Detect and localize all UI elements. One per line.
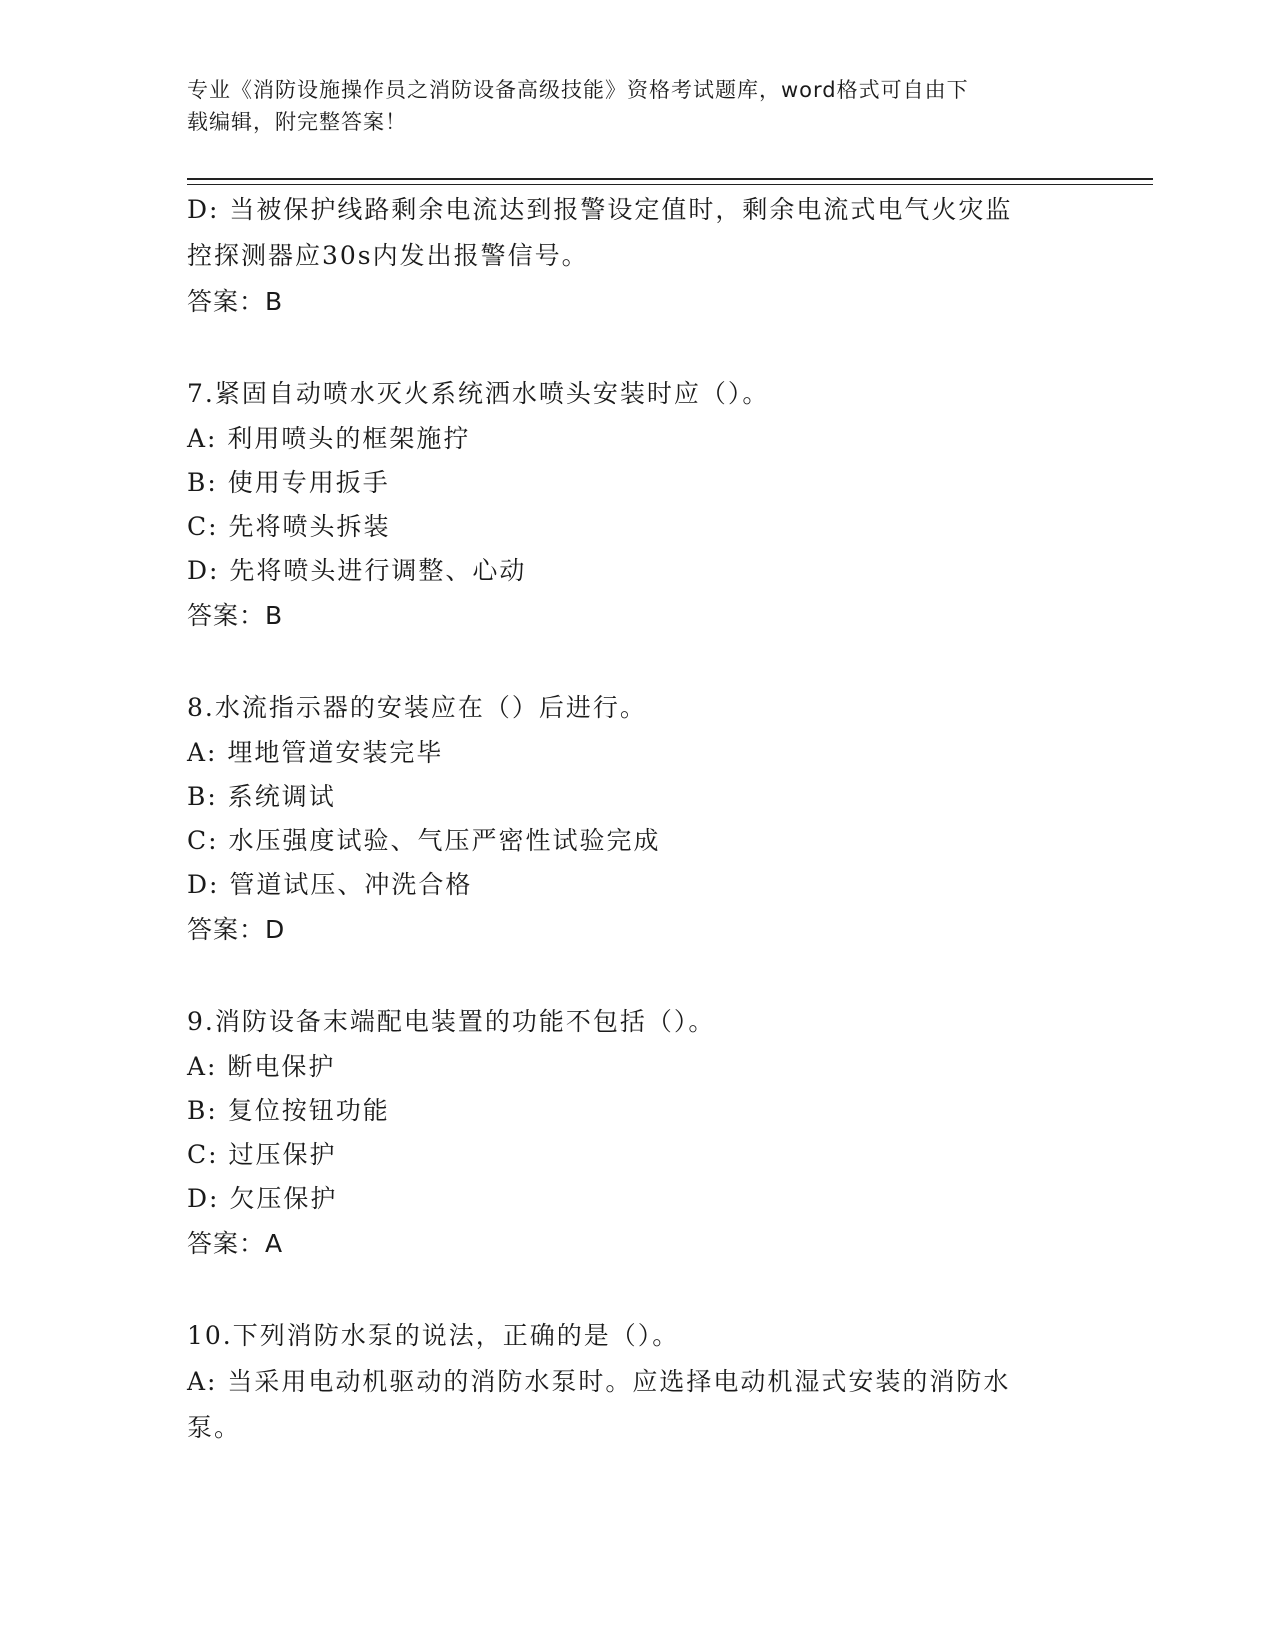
option-d: D: 先将喷头进行调整、心动 <box>187 556 527 585</box>
question-stem: 7.紧固自动喷水灭火系统洒水喷头安装时应（）。 <box>187 379 770 408</box>
option-a: A: 当采用电动机驱动的消防水泵时。应选择电动机湿式安装的消防水 <box>187 1367 1011 1396</box>
header-rule-top <box>187 178 1153 180</box>
spacer <box>187 1267 1087 1313</box>
question-9 <box>187 999 1087 1267</box>
question-8 <box>187 685 1087 953</box>
option-a-continued: 泵。 <box>187 1413 242 1442</box>
question-stem: 8.水流指示器的安装应在（）后进行。 <box>187 693 647 722</box>
document-header <box>187 74 1067 138</box>
option-b: B: 系统调试 <box>187 782 336 811</box>
question-10 <box>187 1313 1087 1451</box>
header-line-1: 专业《消防设施操作员之消防设备高级技能》资格考试题库，word格式可自由下 <box>187 78 969 102</box>
option-b: B: 使用专用扳手 <box>187 468 390 497</box>
question-content <box>187 187 1087 1451</box>
option-d: D: 管道试压、冲洗合格 <box>187 870 473 899</box>
answer: 答案：D <box>187 915 286 944</box>
question-7 <box>187 371 1087 639</box>
header-line-2: 载编辑，附完整答案！ <box>187 110 407 134</box>
option-c: C: 过压保护 <box>187 1140 337 1169</box>
answer: 答案：B <box>187 287 284 316</box>
option-b: B: 复位按钮功能 <box>187 1096 390 1125</box>
spacer <box>187 953 1087 999</box>
answer: 答案：B <box>187 601 284 630</box>
spacer <box>187 325 1087 371</box>
option-d: D: 当被保护线路剩余电流达到报警设定值时，剩余电流式电气火灾监 <box>187 195 1013 224</box>
option-a: A: 断电保护 <box>187 1052 336 1081</box>
option-d: D: 欠压保护 <box>187 1184 338 1213</box>
header-rule-bottom <box>187 184 1153 185</box>
option-a: A: 埋地管道安装完毕 <box>187 738 444 767</box>
previous-question-tail <box>187 187 1087 325</box>
question-stem: 10.下列消防水泵的说法，正确的是（）。 <box>187 1321 680 1350</box>
option-c: C: 水压强度试验、气压严密性试验完成 <box>187 826 661 855</box>
option-c: C: 先将喷头拆装 <box>187 512 391 541</box>
answer: 答案：A <box>187 1229 284 1258</box>
option-a: A: 利用喷头的框架施拧 <box>187 424 471 453</box>
spacer <box>187 639 1087 685</box>
question-stem: 9.消防设备末端配电装置的功能不包括（）。 <box>187 1007 716 1036</box>
option-d-continued: 控探测器应30s内发出报警信号。 <box>187 241 589 270</box>
